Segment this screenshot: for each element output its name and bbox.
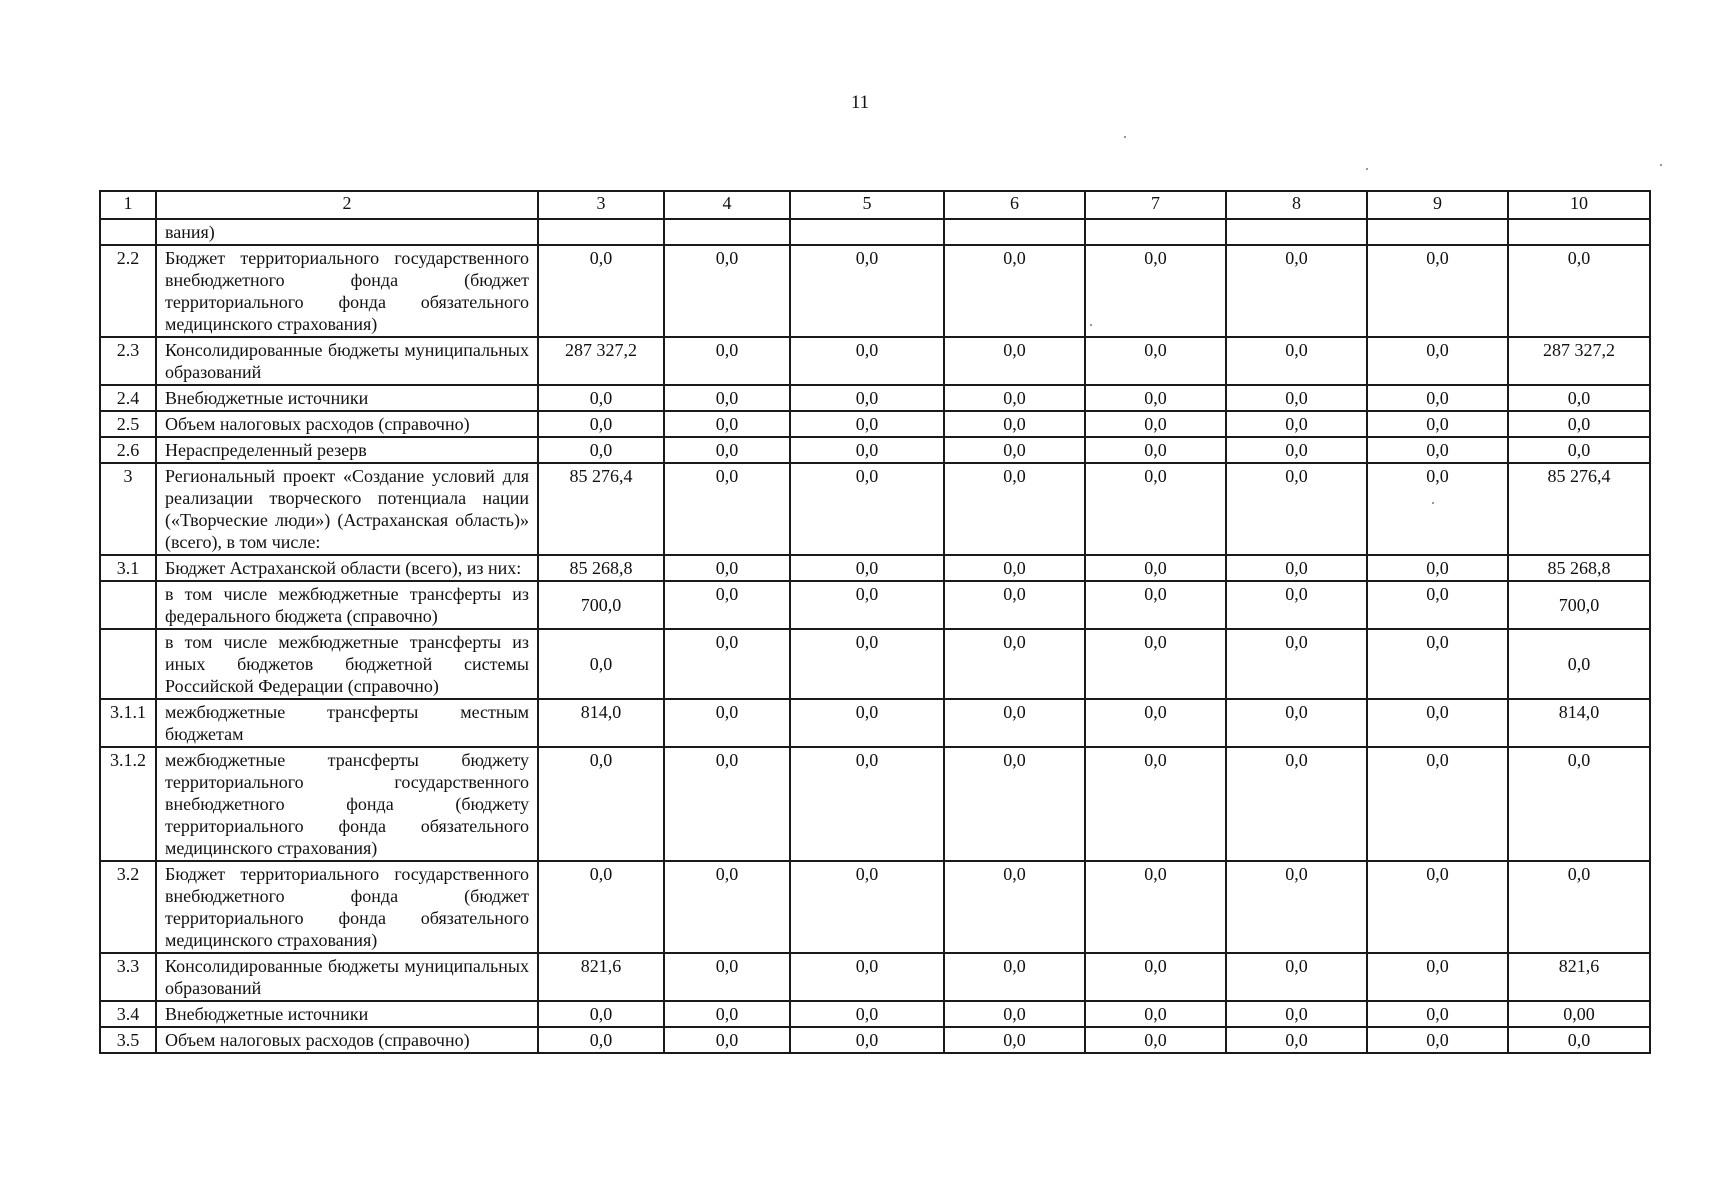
row-number: 3.1.1 bbox=[100, 699, 156, 747]
table-row bbox=[100, 629, 1650, 699]
value-cell: 287 327,2 bbox=[538, 337, 664, 385]
column-header: 3 bbox=[538, 191, 664, 219]
value-cell: 0,0 bbox=[944, 555, 1085, 581]
value-cell: 0,0 bbox=[944, 699, 1085, 747]
table-row bbox=[100, 437, 1650, 463]
value-cell: 0,0 bbox=[1367, 411, 1508, 437]
table-row bbox=[100, 555, 1650, 581]
value-cell: 0,0 bbox=[790, 337, 944, 385]
value-cell: 0,0 bbox=[664, 747, 790, 861]
table-row bbox=[100, 747, 1650, 861]
row-description: межбюджетные трансферты бюджету территориального государственного внебюджетного фонда (бюджету территориального фонда обязательного медицинского страхования) bbox=[156, 747, 538, 861]
value-cell: 0,0 bbox=[1226, 699, 1367, 747]
value-cell: 0,0 bbox=[538, 245, 664, 337]
value-cell: 0,0 bbox=[538, 629, 664, 699]
page-number: 11 bbox=[850, 92, 870, 113]
value-cell: 0,0 bbox=[664, 245, 790, 337]
row-description: вания) bbox=[156, 219, 538, 245]
value-cell: 0,0 bbox=[664, 581, 790, 629]
value-cell: 0,0 bbox=[1508, 861, 1650, 953]
value-cell: 0,0 bbox=[1085, 699, 1226, 747]
budget-table bbox=[99, 190, 1651, 1054]
value-cell: 0,0 bbox=[790, 463, 944, 555]
value-cell: 0,0 bbox=[1226, 555, 1367, 581]
value-cell: 0,0 bbox=[790, 581, 944, 629]
value-cell: 0,0 bbox=[944, 245, 1085, 337]
value-cell bbox=[1085, 219, 1226, 245]
scan-speck bbox=[1366, 168, 1368, 170]
row-description: Бюджет территориального государственного внебюджетного фонда (бюджет территориального фонда обязательного медицинского страхования) bbox=[156, 861, 538, 953]
value-cell: 0,0 bbox=[944, 437, 1085, 463]
value-cell: 85 276,4 bbox=[538, 463, 664, 555]
value-cell: 85 268,8 bbox=[538, 555, 664, 581]
value-cell: 0,0 bbox=[1367, 953, 1508, 1001]
row-description: Объем налоговых расходов (справочно) bbox=[156, 411, 538, 437]
value-cell: 0,0 bbox=[1367, 699, 1508, 747]
value-cell: 0,0 bbox=[944, 463, 1085, 555]
value-cell: 0,0 bbox=[1367, 747, 1508, 861]
value-cell: 0,0 bbox=[790, 629, 944, 699]
value-cell: 0,0 bbox=[1085, 1001, 1226, 1027]
value-cell: 0,0 bbox=[790, 953, 944, 1001]
column-header: 9 bbox=[1367, 191, 1508, 219]
value-cell: 0,0 bbox=[1085, 463, 1226, 555]
row-number: 3.2 bbox=[100, 861, 156, 953]
value-cell: 0,0 bbox=[1226, 953, 1367, 1001]
scan-speck bbox=[1124, 136, 1126, 138]
value-cell: 0,0 bbox=[1226, 747, 1367, 861]
value-cell: 0,0 bbox=[944, 629, 1085, 699]
value-cell: 0,0 bbox=[944, 385, 1085, 411]
value-cell: 0,0 bbox=[1367, 581, 1508, 629]
row-number: 2.6 bbox=[100, 437, 156, 463]
row-description: Бюджет Астраханской области (всего), из них: bbox=[156, 555, 538, 581]
value-cell bbox=[944, 219, 1085, 245]
row-description: Внебюджетные источники bbox=[156, 385, 538, 411]
value-cell: 0,0 bbox=[1085, 385, 1226, 411]
row-number bbox=[100, 219, 156, 245]
value-cell bbox=[1367, 219, 1508, 245]
value-cell: 0,0 bbox=[664, 629, 790, 699]
value-cell: 0,0 bbox=[790, 411, 944, 437]
value-cell: 0,0 bbox=[790, 1027, 944, 1053]
value-cell: 0,0 bbox=[1226, 245, 1367, 337]
value-cell: 0,0 bbox=[1085, 629, 1226, 699]
value-cell: 0,0 bbox=[1226, 629, 1367, 699]
value-cell: 0,0 bbox=[1226, 463, 1367, 555]
table-row bbox=[100, 1027, 1650, 1053]
value-cell: 0,0 bbox=[664, 861, 790, 953]
table-row bbox=[100, 411, 1650, 437]
value-cell: 0,0 bbox=[664, 437, 790, 463]
value-cell: 85 276,4 bbox=[1508, 463, 1650, 555]
value-cell: 0,0 bbox=[1226, 1001, 1367, 1027]
value-cell: 0,0 bbox=[538, 437, 664, 463]
table-row bbox=[100, 699, 1650, 747]
scan-speck bbox=[1660, 164, 1662, 166]
value-cell: 0,0 bbox=[1226, 337, 1367, 385]
value-cell: 0,0 bbox=[1508, 629, 1650, 699]
value-cell: 0,0 bbox=[1508, 385, 1650, 411]
column-header: 6 bbox=[944, 191, 1085, 219]
value-cell: 700,0 bbox=[1508, 581, 1650, 629]
value-cell: 0,0 bbox=[1367, 245, 1508, 337]
row-description: Региональный проект «Создание условий для реализации творческого потенциала нации («Творческие люди») (Астраханская область)» (всего), в том числе: bbox=[156, 463, 538, 555]
value-cell: 0,0 bbox=[664, 385, 790, 411]
value-cell: 0,0 bbox=[1226, 437, 1367, 463]
value-cell: 0,0 bbox=[1085, 747, 1226, 861]
value-cell: 0,0 bbox=[790, 861, 944, 953]
table-row bbox=[100, 861, 1650, 953]
value-cell: 0,0 bbox=[538, 411, 664, 437]
value-cell: 0,0 bbox=[538, 1001, 664, 1027]
value-cell: 0,0 bbox=[790, 555, 944, 581]
value-cell: 0,0 bbox=[664, 411, 790, 437]
value-cell bbox=[1226, 219, 1367, 245]
column-header: 4 bbox=[664, 191, 790, 219]
value-cell: 0,0 bbox=[1367, 437, 1508, 463]
value-cell: 0,0 bbox=[944, 411, 1085, 437]
row-description: в том числе межбюджетные трансферты из федерального бюджета (справочно) bbox=[156, 581, 538, 629]
row-number: 3.4 bbox=[100, 1001, 156, 1027]
value-cell: 0,0 bbox=[1226, 1027, 1367, 1053]
value-cell: 0,0 bbox=[664, 953, 790, 1001]
table-row bbox=[100, 337, 1650, 385]
value-cell: 0,0 bbox=[1226, 411, 1367, 437]
value-cell: 0,0 bbox=[538, 861, 664, 953]
value-cell: 821,6 bbox=[538, 953, 664, 1001]
value-cell: 0,0 bbox=[664, 337, 790, 385]
row-number: 3 bbox=[100, 463, 156, 555]
row-description: в том числе межбюджетные трансферты из иных бюджетов бюджетной системы Российской Федерации (справочно) bbox=[156, 629, 538, 699]
column-header: 2 bbox=[156, 191, 538, 219]
table-row bbox=[100, 463, 1650, 555]
value-cell: 287 327,2 bbox=[1508, 337, 1650, 385]
value-cell: 0,0 bbox=[1367, 629, 1508, 699]
table-header-row bbox=[100, 191, 1650, 219]
value-cell: 0,0 bbox=[944, 953, 1085, 1001]
value-cell: 814,0 bbox=[538, 699, 664, 747]
value-cell: 0,0 bbox=[538, 385, 664, 411]
value-cell: 0,0 bbox=[1367, 555, 1508, 581]
table-row bbox=[100, 245, 1650, 337]
row-description: межбюджетные трансферты местным бюджетам bbox=[156, 699, 538, 747]
column-header: 8 bbox=[1226, 191, 1367, 219]
column-header: 1 bbox=[100, 191, 156, 219]
value-cell: 0,0 bbox=[664, 1001, 790, 1027]
column-header: 7 bbox=[1085, 191, 1226, 219]
value-cell: 0,0 bbox=[1085, 337, 1226, 385]
value-cell: 0,0 bbox=[944, 861, 1085, 953]
value-cell: 0,0 bbox=[790, 699, 944, 747]
value-cell: 814,0 bbox=[1508, 699, 1650, 747]
value-cell: 0,0 bbox=[1367, 337, 1508, 385]
column-header: 10 bbox=[1508, 191, 1650, 219]
table-body bbox=[100, 219, 1650, 1053]
value-cell: 0,0 bbox=[790, 747, 944, 861]
value-cell: 0,0 bbox=[1085, 245, 1226, 337]
value-cell: 0,0 bbox=[790, 245, 944, 337]
value-cell bbox=[1508, 219, 1650, 245]
table-row bbox=[100, 385, 1650, 411]
row-description: Нераспределенный резерв bbox=[156, 437, 538, 463]
value-cell: 0,0 bbox=[1367, 463, 1508, 555]
row-description: Консолидированные бюджеты муниципальных образований bbox=[156, 337, 538, 385]
value-cell: 0,0 bbox=[538, 747, 664, 861]
value-cell: 0,0 bbox=[1367, 385, 1508, 411]
row-number: 3.1.2 bbox=[100, 747, 156, 861]
value-cell: 0,0 bbox=[1226, 861, 1367, 953]
value-cell: 0,0 bbox=[664, 463, 790, 555]
value-cell: 0,0 bbox=[790, 1001, 944, 1027]
row-number: 3.5 bbox=[100, 1027, 156, 1053]
value-cell: 0,0 bbox=[1508, 437, 1650, 463]
value-cell: 0,0 bbox=[1226, 581, 1367, 629]
value-cell: 0,0 bbox=[1085, 1027, 1226, 1053]
table-row bbox=[100, 1001, 1650, 1027]
row-number: 3.3 bbox=[100, 953, 156, 1001]
value-cell: 0,0 bbox=[1367, 861, 1508, 953]
value-cell: 0,0 bbox=[1226, 385, 1367, 411]
value-cell: 700,0 bbox=[538, 581, 664, 629]
value-cell: 0,0 bbox=[664, 699, 790, 747]
value-cell: 0,0 bbox=[944, 747, 1085, 861]
value-cell bbox=[538, 219, 664, 245]
value-cell: 0,0 bbox=[944, 1001, 1085, 1027]
value-cell: 0,0 bbox=[1085, 953, 1226, 1001]
value-cell: 821,6 bbox=[1508, 953, 1650, 1001]
row-description: Внебюджетные источники bbox=[156, 1001, 538, 1027]
row-number bbox=[100, 629, 156, 699]
value-cell: 0,0 bbox=[1508, 245, 1650, 337]
scan-speck bbox=[1090, 324, 1092, 326]
value-cell: 0,0 bbox=[664, 555, 790, 581]
table-row bbox=[100, 581, 1650, 629]
row-number: 2.3 bbox=[100, 337, 156, 385]
value-cell: 0,0 bbox=[790, 385, 944, 411]
value-cell bbox=[664, 219, 790, 245]
row-number: 2.2 bbox=[100, 245, 156, 337]
value-cell: 0,0 bbox=[1085, 555, 1226, 581]
value-cell: 0,0 bbox=[664, 1027, 790, 1053]
value-cell: 0,0 bbox=[944, 337, 1085, 385]
value-cell bbox=[790, 219, 944, 245]
column-header: 5 bbox=[790, 191, 944, 219]
value-cell: 0,0 bbox=[944, 581, 1085, 629]
value-cell: 0,0 bbox=[1085, 861, 1226, 953]
row-number: 2.4 bbox=[100, 385, 156, 411]
row-description: Консолидированные бюджеты муниципальных образований bbox=[156, 953, 538, 1001]
row-description: Бюджет территориального государственного внебюджетного фонда (бюджет территориального фонда обязательного медицинского страхования) bbox=[156, 245, 538, 337]
value-cell: 0,0 bbox=[1367, 1027, 1508, 1053]
scan-speck bbox=[1432, 502, 1434, 504]
row-number bbox=[100, 581, 156, 629]
table-row bbox=[100, 219, 1650, 245]
value-cell: 0,0 bbox=[538, 1027, 664, 1053]
row-number: 2.5 bbox=[100, 411, 156, 437]
row-description: Объем налоговых расходов (справочно) bbox=[156, 1027, 538, 1053]
value-cell: 0,0 bbox=[1085, 437, 1226, 463]
value-cell: 0,0 bbox=[1508, 1027, 1650, 1053]
value-cell: 0,0 bbox=[1367, 1001, 1508, 1027]
value-cell: 0,0 bbox=[944, 1027, 1085, 1053]
row-number: 3.1 bbox=[100, 555, 156, 581]
value-cell: 85 268,8 bbox=[1508, 555, 1650, 581]
value-cell: 0,0 bbox=[1508, 747, 1650, 861]
value-cell: 0,00 bbox=[1508, 1001, 1650, 1027]
value-cell: 0,0 bbox=[1085, 411, 1226, 437]
value-cell: 0,0 bbox=[1085, 581, 1226, 629]
table-row bbox=[100, 953, 1650, 1001]
value-cell: 0,0 bbox=[790, 437, 944, 463]
value-cell: 0,0 bbox=[1508, 411, 1650, 437]
